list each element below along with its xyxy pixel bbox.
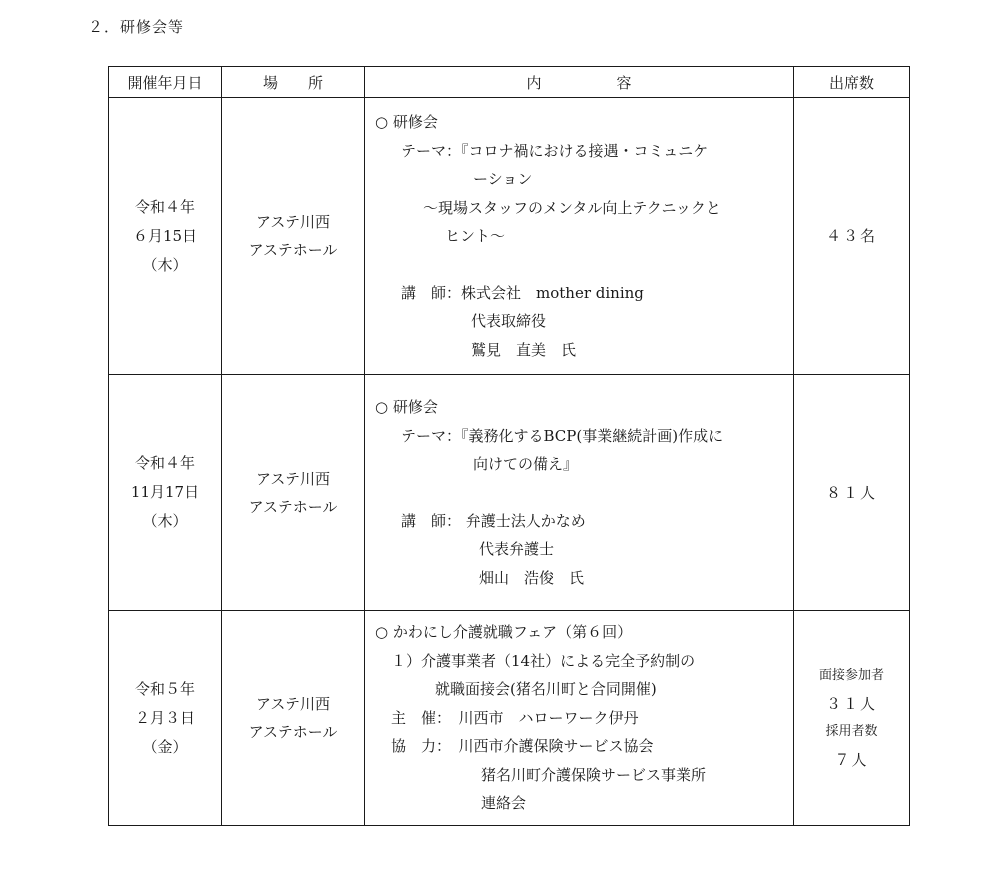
date-line: ６月15日 [132, 226, 198, 245]
content-line: 協 力： 川西市介護保険サービス協会 [391, 737, 654, 756]
content-cell [365, 611, 794, 826]
header-attendance: 出席数 [794, 67, 910, 98]
attendance-value: ４３名 [825, 227, 877, 245]
date-line: （木） [142, 255, 188, 274]
section-heading: ２．研修会等 [88, 18, 185, 36]
date-line: 令和４年 [134, 197, 195, 216]
content-line: 猪名川町介護保険サービス事業所 [481, 765, 707, 784]
date-line: （金） [142, 737, 188, 756]
table-header-row [109, 67, 910, 98]
date-line: 11月17日 [130, 483, 200, 501]
place-line: アステホール [248, 241, 338, 259]
place-cell [222, 375, 365, 611]
attendance-value: ７人 [834, 751, 869, 769]
table-row [109, 375, 910, 611]
attendance-value: ８１人 [825, 483, 877, 502]
attendance-cell [794, 611, 910, 826]
date-cell [109, 375, 222, 611]
content-line: 鷲見 直美 氏 [471, 340, 577, 359]
place-line: アステホール [248, 497, 338, 516]
date-cell [109, 611, 222, 826]
content-line: 連絡会 [481, 794, 527, 813]
content-line: 代表弁護士 [479, 540, 555, 558]
header-place: 場 所 [222, 67, 365, 98]
date-line: 令和４年 [134, 454, 195, 472]
table-row [109, 98, 910, 375]
attendance-cell [794, 98, 910, 375]
content-line: ～現場スタッフのメンタル向上テクニックと [423, 198, 721, 217]
date-line: ２月３日 [134, 708, 195, 727]
content-line: 主 催： 川西市 ハローワーク伊丹 [391, 708, 639, 727]
content-cell [365, 98, 794, 375]
content-cell [365, 375, 794, 611]
place-line: アステ川西 [255, 213, 331, 231]
content-line: 畑山 浩俊 氏 [479, 568, 585, 587]
attendance-cell [794, 375, 910, 611]
date-line: 令和５年 [134, 679, 195, 698]
header-content: 内 容 [365, 67, 794, 98]
place-line: アステホール [248, 723, 338, 741]
content-line: ○ 研修会 [375, 398, 438, 416]
content-line: 代表取締役 [471, 312, 547, 330]
header-date: 開催年月日 [109, 67, 222, 98]
content-line: テーマ：『コロナ禍における接遇・コミュニケ [401, 141, 709, 160]
place-line: アステ川西 [255, 695, 331, 713]
attendance-label: 採用者数 [825, 724, 878, 739]
content-line: ○ 研修会 [375, 113, 438, 131]
date-line: （木） [142, 512, 188, 530]
attendance-value: ３１人 [825, 695, 877, 713]
content-line: 講 師：株式会社 mother dining [401, 283, 644, 302]
place-cell [222, 98, 365, 375]
content-line: １）介護事業者（14社）による完全予約制の [391, 651, 696, 670]
content-line: 講 師： 弁護士法人かなめ [401, 511, 586, 530]
training-events-table [108, 66, 910, 826]
date-cell [109, 98, 222, 375]
content-line: ○ かわにし介護就職フェア（第６回） [375, 623, 633, 642]
attendance-label: 面接参加者 [818, 668, 884, 683]
content-line: 向けての備え』 [473, 455, 579, 473]
content-line: テーマ：『義務化するBCP(事業継続計画)作成に [401, 426, 724, 445]
content-line: ーション [473, 170, 533, 188]
content-line: 就職面接会(猪名川町と合同開催) [435, 680, 657, 699]
place-line: アステ川西 [255, 469, 331, 488]
table-row [109, 611, 910, 826]
content-line: ヒント～ [445, 227, 506, 245]
place-cell [222, 611, 365, 826]
